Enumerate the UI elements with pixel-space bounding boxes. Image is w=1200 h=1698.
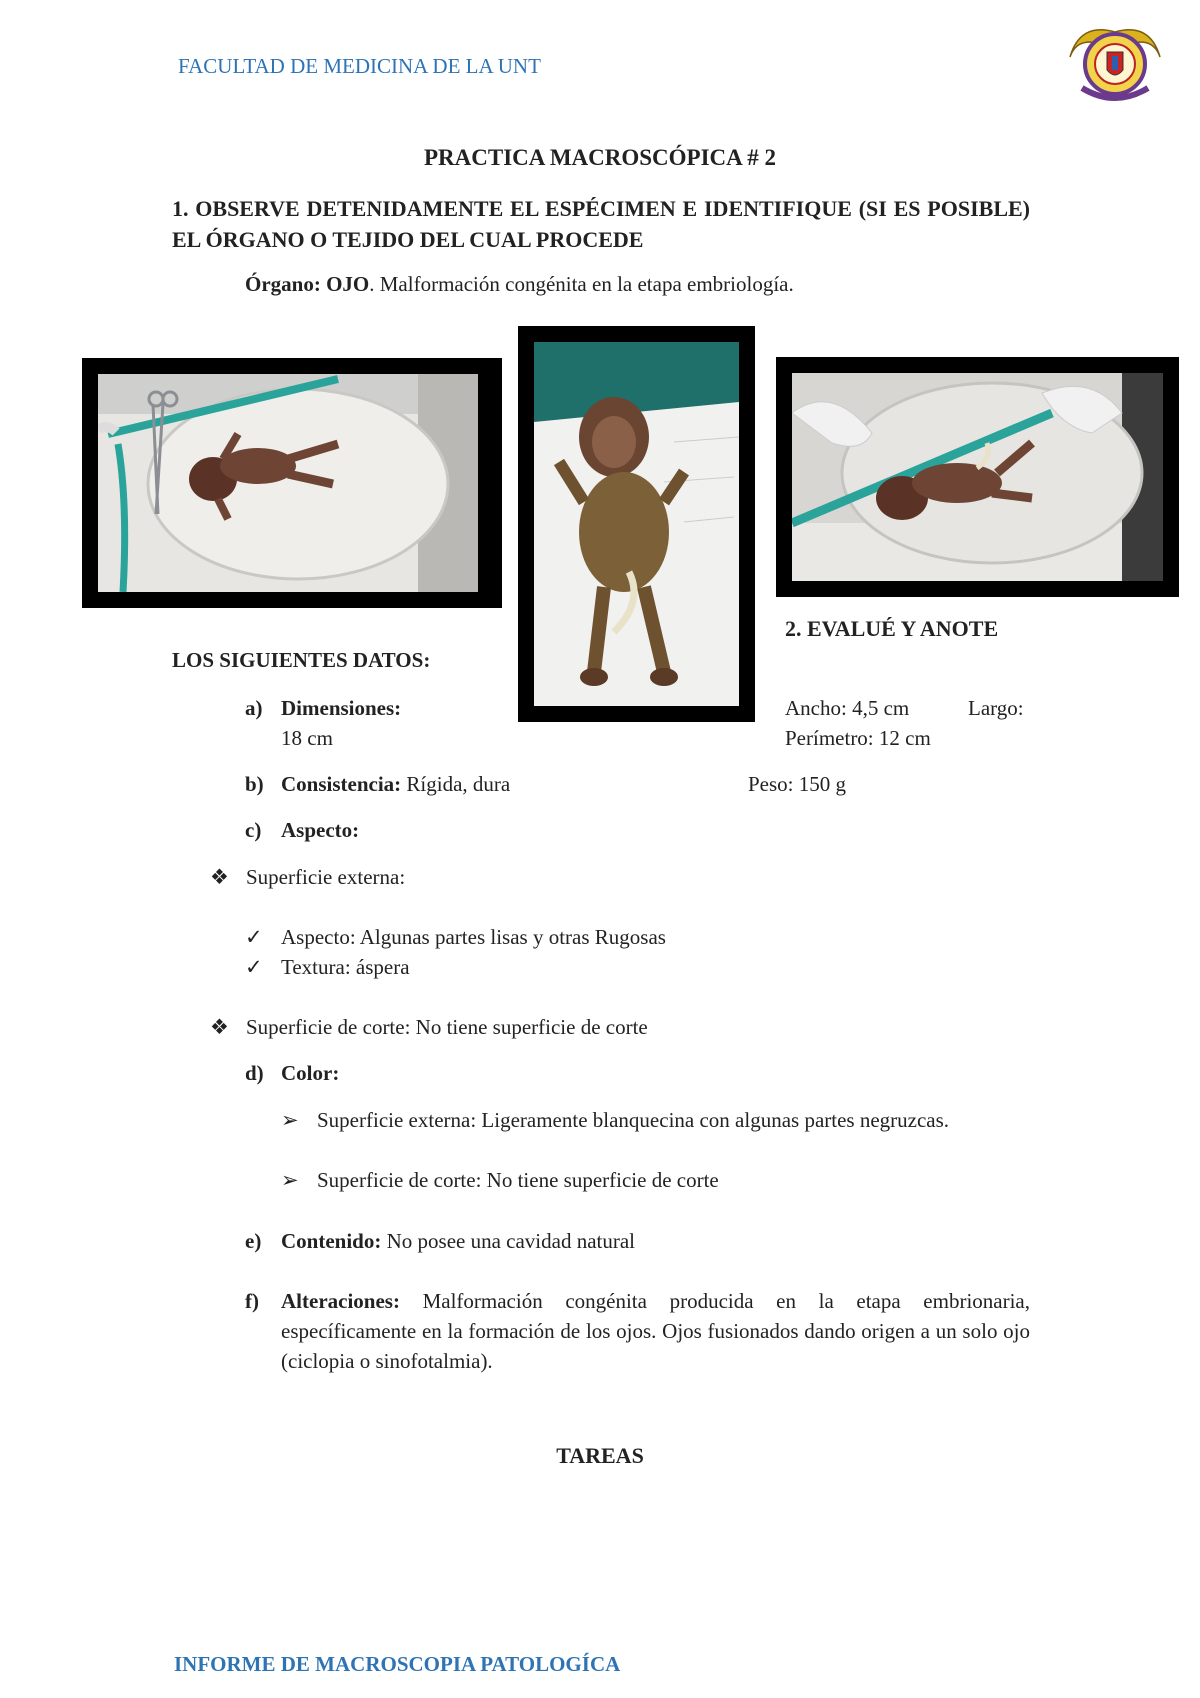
item-d-marker: d) [245, 1061, 264, 1085]
diamond-bullet-icon: ❖ [210, 1015, 229, 1039]
faculty-header: FACULTAD DE MEDICINA DE LA UNT [178, 54, 541, 78]
item-a-largo-value: 18 cm [281, 726, 333, 750]
color-arrow-bullet-1 [281, 1105, 317, 1135]
item-b-value: Rígida, dura [401, 772, 511, 796]
arrow-bullet-icon: ➢ [281, 1168, 299, 1192]
question-1: 1. OBSERVE DETENIDAMENTE EL ESPÉCIMEN E IDENTIFIQUE (SI ES POSIBLE) EL ÓRGANO O TEJIDO DEL CUAL PROCEDE [172, 196, 1030, 252]
item-b-marker: b) [245, 772, 264, 796]
specimen-photo-2 [518, 326, 755, 722]
item-d [245, 1058, 339, 1088]
item-e-value: No posee una cavidad natural [381, 1229, 636, 1253]
organ-line [245, 272, 794, 297]
diamond-bullet-icon: ❖ [210, 865, 229, 889]
item-f-title: Alteraciones: [281, 1289, 400, 1313]
item-c-marker: c) [245, 818, 262, 842]
item-a-perimetro: Perímetro: 12 cm [785, 726, 931, 750]
item-e-title: Contenido: [281, 1229, 382, 1253]
item-b-title: Consistencia: [281, 772, 402, 796]
university-logo [1060, 12, 1170, 102]
item-c [245, 815, 359, 845]
item-b-peso: Peso: 150 g [748, 772, 847, 796]
item-a-title: Dimensiones: [281, 696, 402, 720]
check-aspecto [245, 922, 666, 952]
color-arrow-bullet-2 [281, 1165, 317, 1195]
bullet-superficie-corte [210, 1012, 648, 1042]
check-textura [245, 952, 410, 982]
item-a-ancho: Ancho: 4,5 cm [785, 696, 910, 720]
color-superficie-externa: Superficie externa: Ligeramente blanquecina con algunas partes negruzcas. [317, 1108, 950, 1132]
specimen-photo-3 [776, 357, 1179, 597]
item-f [281, 1286, 1030, 1376]
check-icon: ✓ [245, 955, 263, 979]
question-2-subheading: LOS SIGUIENTES DATOS: [172, 648, 431, 672]
organ-value: OJO [326, 272, 370, 296]
organ-description: . Malformación congénita en la etapa embriología. [369, 272, 794, 296]
item-f-marker-box [245, 1286, 281, 1316]
arrow-bullet-icon: ➢ [281, 1108, 299, 1132]
tareas-heading: TAREAS [556, 1443, 644, 1468]
aspecto-text: Aspecto: Algunas partes lisas y otras Rugosas [281, 925, 666, 949]
question-2-heading: 2. EVALUÉ Y ANOTE [785, 616, 999, 641]
specimen-photo-1 [82, 358, 502, 608]
item-a-label [245, 693, 401, 723]
item-f-value: Malformación congénita producida en la etapa embrionaria, específicamente en la formación de los ojos. Ojos fusionados dando origen a un solo ojo (ciclopia o sinofotalmia). [281, 1289, 1030, 1373]
textura-text: Textura: áspera [281, 955, 410, 979]
page-title: PRACTICA MACROSCÓPICA # 2 [423, 145, 777, 170]
superficie-corte-text: Superficie de corte: No tiene superficie de corte [246, 1015, 648, 1039]
item-e-marker: e) [245, 1229, 262, 1253]
item-c-title: Aspecto: [281, 818, 360, 842]
color-superficie-corte: Superficie de corte: No tiene superficie de corte [317, 1168, 719, 1192]
superficie-externa-text: Superficie externa: [246, 865, 406, 889]
report-footer: INFORME DE MACROSCOPIA PATOLOGÍCA [174, 1652, 621, 1676]
item-a-largo-label: Largo: [968, 696, 1024, 720]
item-d-title: Color: [281, 1061, 340, 1085]
organ-label: Órgano: [245, 272, 321, 296]
bullet-superficie-externa [210, 862, 405, 892]
check-icon: ✓ [245, 925, 263, 949]
item-e [245, 1226, 635, 1256]
item-f-marker: f) [245, 1289, 259, 1313]
item-a-marker: a) [245, 696, 263, 720]
item-b [245, 769, 510, 799]
